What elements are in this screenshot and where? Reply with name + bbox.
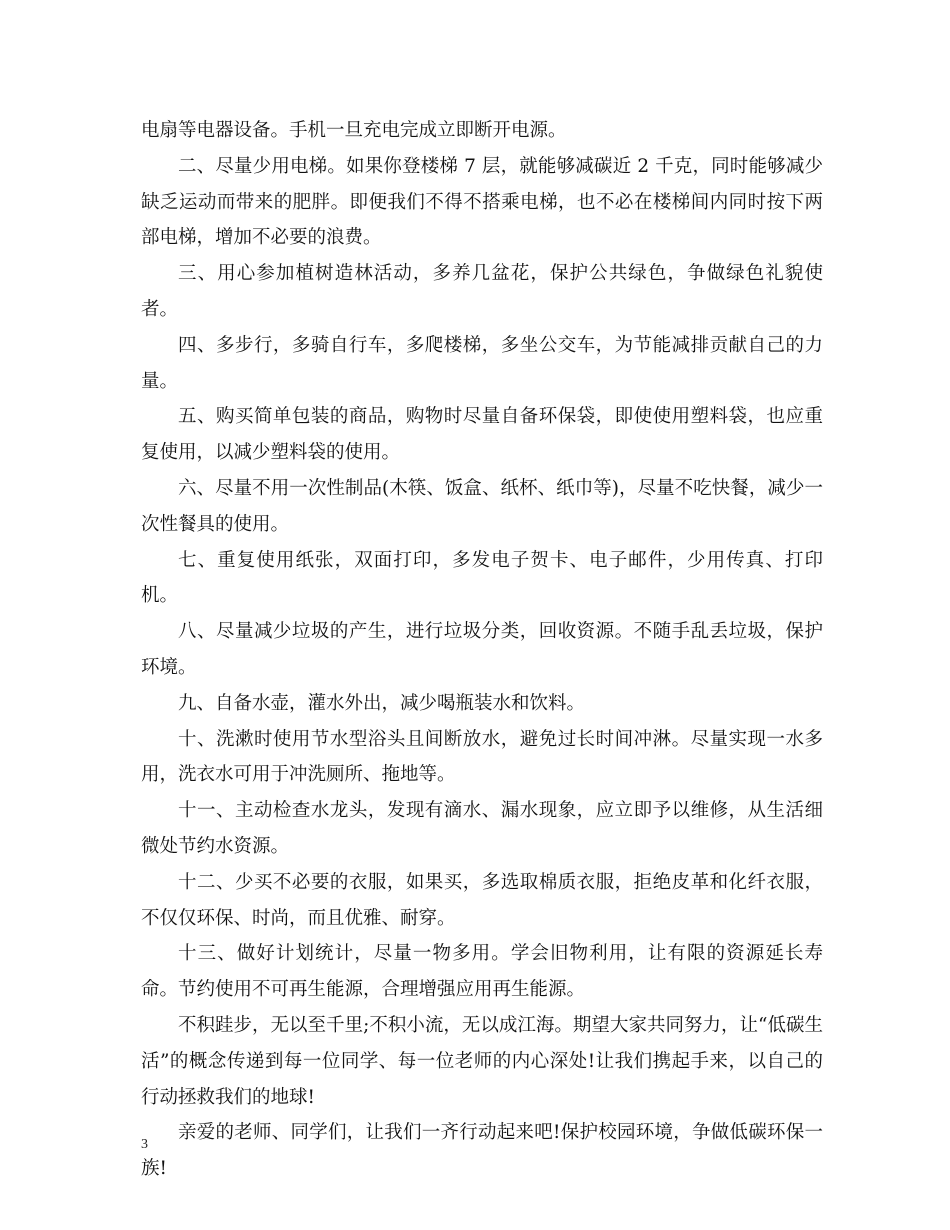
paragraph-closing: 不积跬步，无以至千里;不积小流，无以成江海。期望大家共同努力，让“低碳生活”的概念传递到每一位同学、每一位老师的内心深处!让我们携起手来，以自己的行动拯救我们的地球! — [141, 1014, 823, 1108]
document-body — [141, 113, 823, 1187]
paragraph-continuation: 电扇等电器设备。手机一旦充电完成立即断开电源。 — [141, 120, 567, 141]
paragraph-item-12: 十二、少买不必要的衣服，如果买，多选取棉质衣服，拒绝皮革和化纤衣服，不仅仅环保、时尚，而且优雅、耐穿。 — [141, 871, 823, 929]
paragraph-item-13: 十三、做好计划统计，尽量一物多用。学会旧物利用，让有限的资源延长寿命。节约使用不可再生能源，合理增强应用再生能源。 — [141, 943, 823, 1001]
paragraph-call-to-action: 亲爱的老师、同学们，让我们一齐行动起来吧!保护校园环境，争做低碳环保一族! — [141, 1122, 823, 1180]
paragraph-item-3: 三、用心参加植树造林活动，多养几盆花，保护公共绿色，争做绿色礼貌使者。 — [141, 263, 823, 320]
paragraph-item-11: 十一、主动检查水龙头，发现有滴水、漏水现象，应立即予以维修，从生活细微处节约水资源。 — [141, 800, 823, 857]
paragraph-item-5: 五、购买简单包装的商品，购物时尽量自备环保袋，即使使用塑料袋，也应重复使用，以减少塑料袋的使用。 — [141, 406, 823, 464]
page-number: 3 — [141, 1137, 148, 1152]
paragraph-item-2: 二、尽量少用电梯。如果你登楼梯 7 层，就能够减碳近 2 千克，同时能够减少缺乏运动而带来的肥胖。即便我们不得不搭乘电梯，也不必在楼梯间内同时按下两部电梯，增加不必要的浪费。 — [141, 155, 823, 249]
paragraph-item-10: 十、洗漱时使用节水型浴头且间断放水，避免过长时间冲淋。尽量实现一水多用，洗衣水可用于冲洗厕所、拖地等。 — [141, 728, 823, 786]
paragraph-item-7: 七、重复使用纸张，双面打印，多发电子贺卡、电子邮件，少用传真、打印机。 — [141, 549, 823, 607]
paragraph-item-4: 四、多步行，多骑自行车，多爬楼梯，多坐公交车，为节能减排贡献自己的力量。 — [141, 334, 823, 392]
paragraph-item-6: 六、尽量不用一次性制品(木筷、饭盒、纸杯、纸巾等)，尽量不吃快餐，减少一次性餐具的使用。 — [141, 477, 823, 535]
paragraph-item-9: 九、自备水壶，灌水外出，减少喝瓶装水和饮料。 — [178, 692, 586, 714]
paragraph-item-8: 八、尽量减少垃圾的产生，进行垃圾分类，回收资源。不随手乱丢垃圾，保护环境。 — [141, 621, 823, 678]
